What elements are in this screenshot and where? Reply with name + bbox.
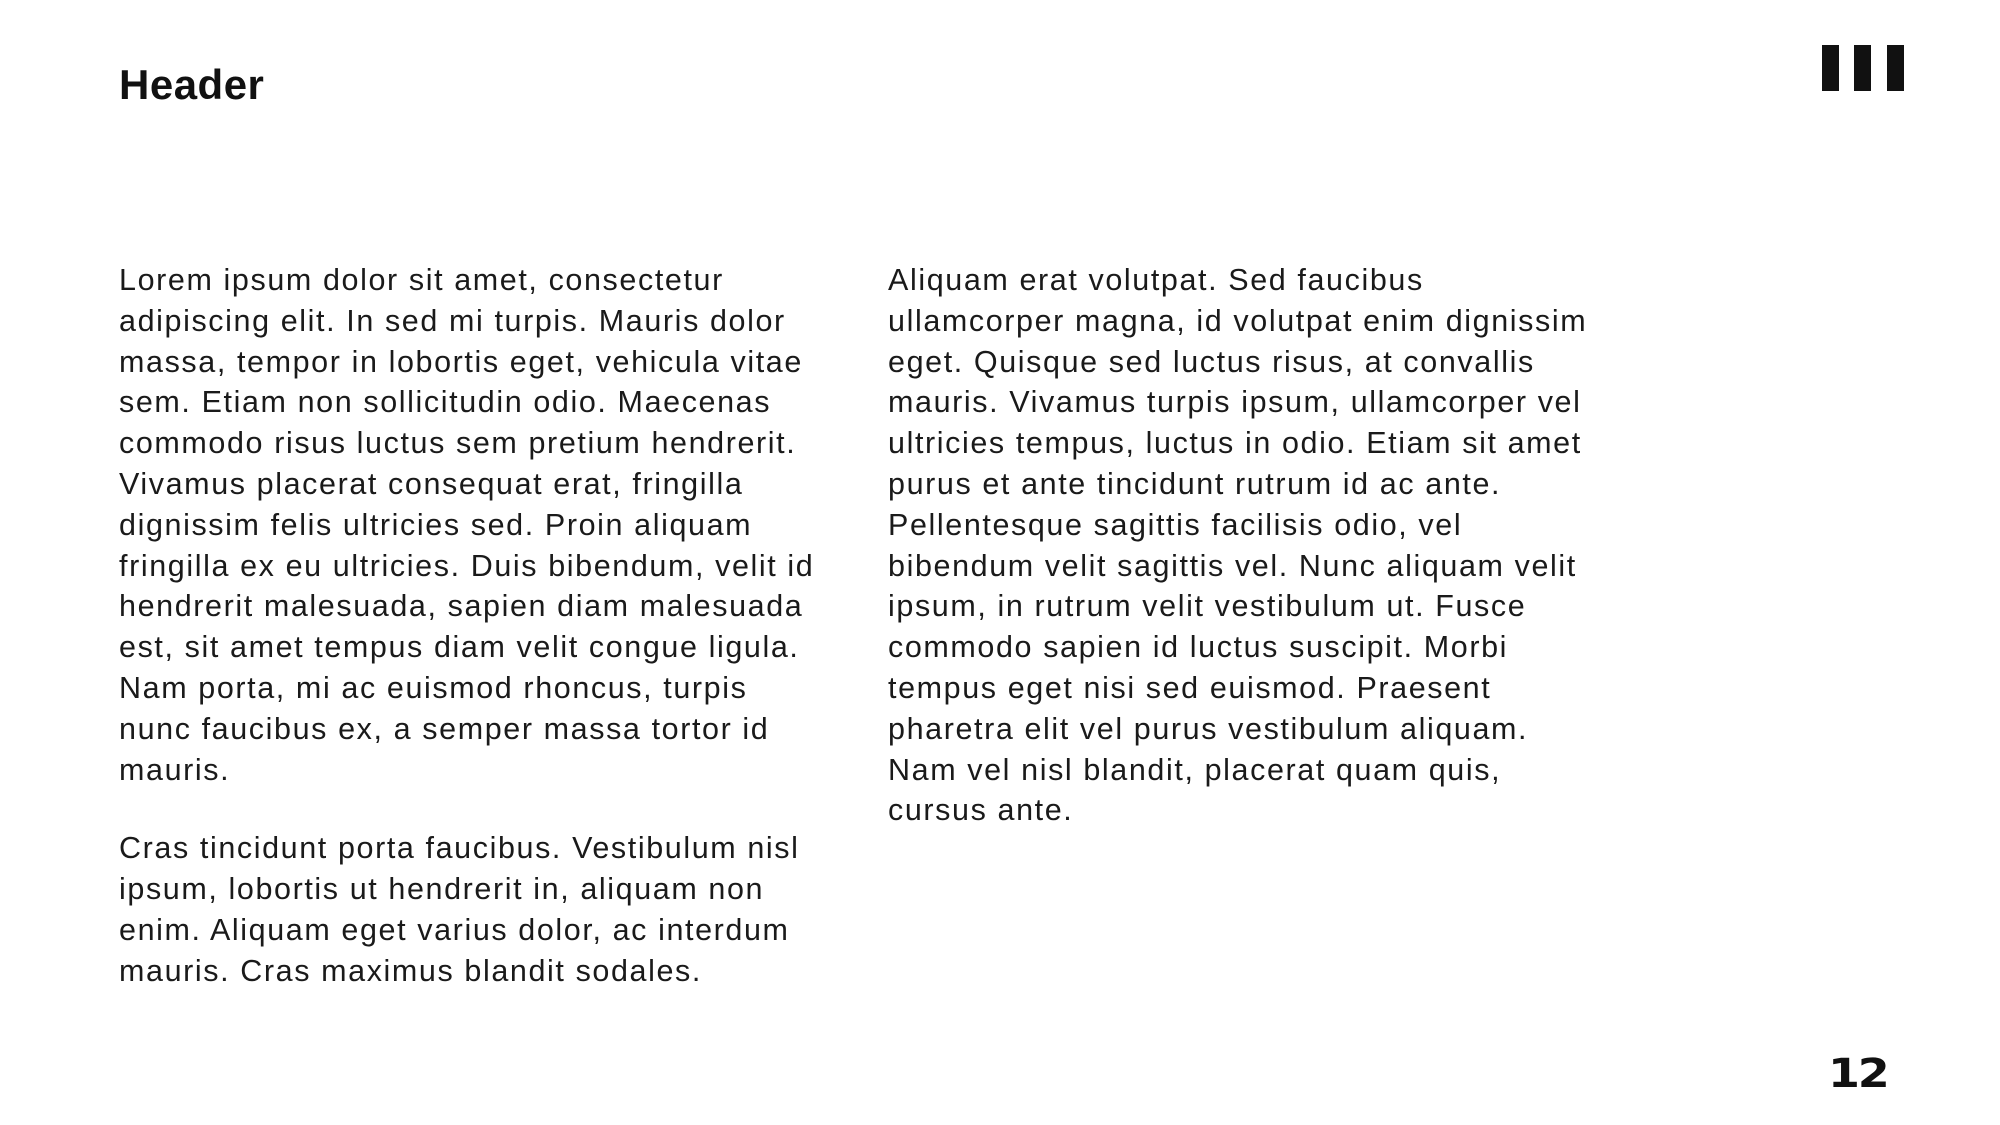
- body-text-columns: [119, 260, 1599, 1000]
- body-paragraph-1: Lorem ipsum dolor sit amet, consectetur adipiscing elit. In sed mi turpis. Mauris dolor massa, tempor in lobortis eget, vehicula vitae sem. Etiam non sollicitudin odio. Maecenas commodo risus luctus sem pretium hendrerit. Vivamus placerat consequat erat, fringilla dignissim felis ultricies sed. Proin aliquam fringilla ex eu ultricies. Duis bibendum, velit id hendrerit malesuada, sapien diam malesuada est, sit amet tempus diam velit congue ligula. Nam porta, mi ac euismod rhoncus, turpis nunc faucibus ex, a semper massa tortor id mauris.: [119, 263, 815, 787]
- page-title: Header: [119, 61, 265, 108]
- logo-bar: [1822, 45, 1839, 91]
- logo-bar: [1887, 45, 1904, 91]
- body-paragraph-2: Cras tincidunt porta faucibus. Vestibulum nisl ipsum, lobortis ut hendrerit in, aliquam non enim. Aliquam eget varius dolor, ac interdum mauris. Cras maximus blandit sodales. Aliquam erat volutpat. Sed faucibus ullamcorper magna, id volutpat enim dignissim eget. Quisque sed luctus risus, at convallis mauris. Vivamus turpis ipsum, ullamcorper vel ultricies tempus, luctus in odio. Etiam sit amet purus et ante tincidunt rutrum id ac ante. Pellentesque sagittis facilisis odio, vel bibendum velit sagittis vel. Nunc aliquam velit ipsum, in rutrum velit vestibulum ut. Fusce commodo sapien id luctus suscipit. Morbi tempus eget nisi sed euismod. Praesent pharetra elit vel purus vestibulum aliquam. Nam vel nisl blandit, placerat quam quis, cursus ante.: [119, 263, 1588, 988]
- page-number: 12: [1828, 1051, 1888, 1097]
- logo-bar: [1854, 45, 1871, 91]
- three-bars-logo-icon: [1822, 45, 1904, 91]
